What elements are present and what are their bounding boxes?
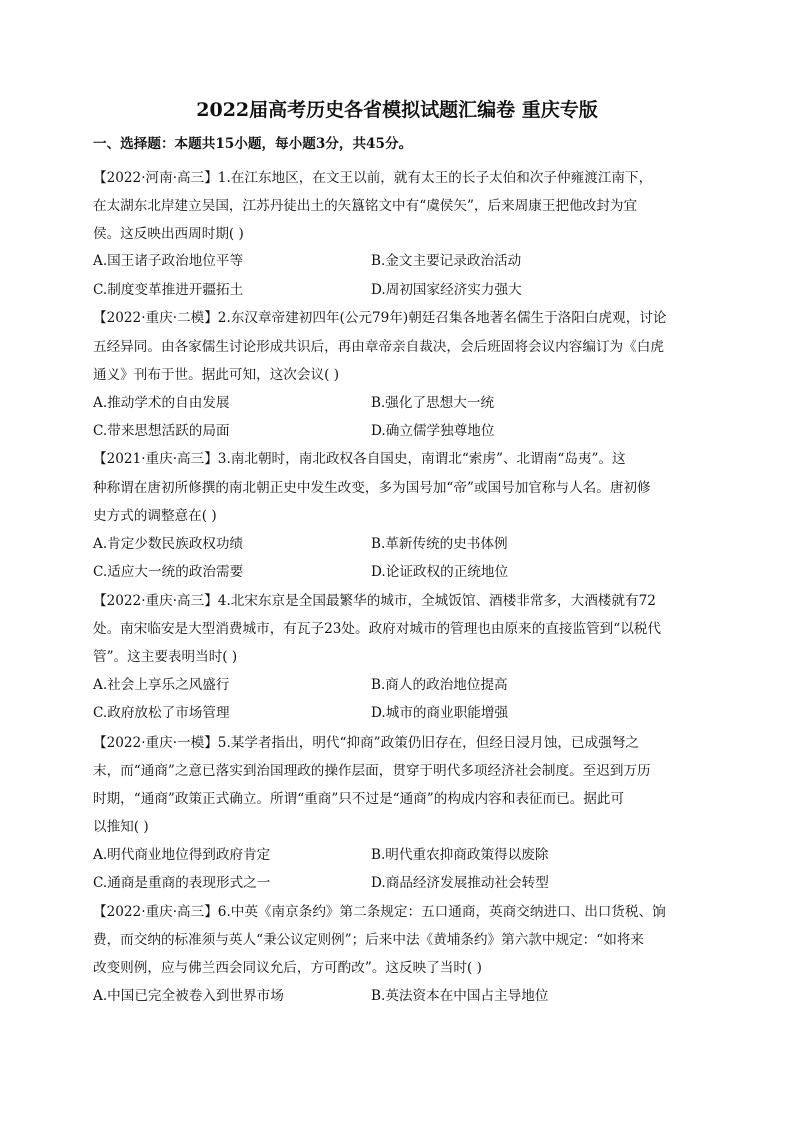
question-5-option-d: D.商品经济发展推动社会转型: [371, 875, 549, 891]
question-1-line-2: 在太湖东北岸建立吴国，江苏丹徒出土的矢簋铭文中有“虞侯矢”，后来周康王把他改封为宜: [93, 198, 638, 214]
question-5-option-b: B.明代重农抑商政策得以废除: [371, 847, 549, 863]
section-header: 一、选择题：本题共15小题，每小题3分，共45分。: [93, 136, 413, 152]
page-title: 2022届高考历史各省模拟试题汇编卷 重庆专版: [196, 99, 598, 121]
question-3-line-1: 【2021·重庆·高三】3.南北朝时，南北政权各自国史，南谓北“索虏”、北谓南“岛夷”。这: [93, 451, 626, 467]
question-4-option-c: C.政府放松了市场管理: [93, 705, 230, 721]
question-4-line-2: 处。南宋临安是大型消费城市，有瓦子23处。政府对城市的管理也由原来的直接监管到“以税代: [93, 621, 661, 637]
question-5-line-2: 末，而“通商”之意已落实到治国理政的操作层面，贯穿于明代多项经济社会制度。至迟到万历: [93, 763, 651, 779]
question-6-line-2: 费，而交纳的标准须与英人“秉公议定则例”；后来中法《黄埔条约》第六款中规定：“如将来: [93, 932, 645, 948]
question-1-line-1: 【2022·河南·高三】1.在江东地区，在文王以前，就有太王的长子太伯和次子仲雍渡江南下，: [93, 170, 653, 186]
question-1-option-d: D.周初国家经济实力强大: [371, 282, 522, 298]
question-2-option-a: A.推动学术的自由发展: [93, 395, 230, 411]
question-6-option-a: A.中国已完全被卷入到世界市场: [93, 988, 284, 1004]
question-4-option-b: B.商人的政治地位提高: [371, 677, 508, 693]
question-1-option-c: C.制度变革推进开疆拓土: [93, 282, 244, 298]
question-5-option-a: A.明代商业地位得到政府肯定: [93, 847, 271, 863]
question-5-line-1: 【2022·重庆·一模】5.某学者指出，明代“抑商”政策仍旧存在，但经日浸月蚀，已成强弩之: [93, 735, 639, 751]
question-6-line-3: 改变则例，应与佛兰西会同议允后，方可酌改”。这反映了当时( ): [93, 960, 482, 976]
question-6-line-1: 【2022·重庆·高三】6.中英《南京条约》第二条规定：五口通商，英商交纳进口、出口货税、饷: [93, 904, 666, 920]
question-5-line-4: 以推知( ): [93, 819, 149, 835]
question-2-line-1: 【2022·重庆·二模】2.东汉章帝建初四年(公元79年)朝廷召集各地著名儒生于洛阳白虎观，讨论: [93, 310, 667, 326]
question-6-option-b: B.英法资本在中国占主导地位: [371, 988, 549, 1004]
question-3-option-a: A.肯定少数民族政权功绩: [93, 536, 244, 552]
question-2-option-c: C.带来思想活跃的局面: [93, 423, 230, 439]
question-2-line-3: 通义》刊布于世。据此可知，这次会议( ): [93, 367, 340, 383]
question-4-line-1: 【2022·重庆·高三】4.北宋东京是全国最繁华的城市，全城饭馆、酒楼非常多，大酒楼就有72: [93, 593, 656, 609]
question-3-line-3: 史方式的调整意在( ): [93, 508, 217, 524]
question-2-option-d: D.确立儒学独尊地位: [371, 423, 495, 439]
question-2-option-b: B.强化了思想大一统: [371, 395, 495, 411]
question-3-option-d: D.论证政权的正统地位: [371, 564, 509, 580]
question-5-line-3: 时期，“通商”政策正式确立。所谓“重商”只不过是“通商”的构成内容和表征而已。据此可: [93, 791, 625, 807]
question-4-line-3: 管”。这主要表明当时( ): [93, 649, 238, 665]
question-5-option-c: C.通商是重商的表现形式之一: [93, 875, 271, 891]
question-2-line-2: 五经异同。由各家儒生讨论形成共识后，再由章帝亲自裁决，会后班固将会议内容编订为《白虎: [93, 339, 664, 355]
question-3-line-2: 种称谓在唐初所修撰的南北朝正史中发生改变，多为国号加“帝”或国号加官称与人名。唐初修: [93, 480, 651, 496]
question-1-line-3: 侯。这反映出西周时期( ): [93, 226, 244, 242]
question-4-option-d: D.城市的商业职能增强: [371, 705, 509, 721]
question-1-option-a: A.国王诸子政治地位平等: [93, 253, 244, 269]
question-4-option-a: A.社会上享乐之风盛行: [93, 677, 230, 693]
question-3-option-b: B.革新传统的史书体例: [371, 536, 508, 552]
question-3-option-c: C.适应大一统的政治需要: [93, 564, 244, 580]
question-1-option-b: B.金文主要记录政治活动: [371, 253, 522, 269]
